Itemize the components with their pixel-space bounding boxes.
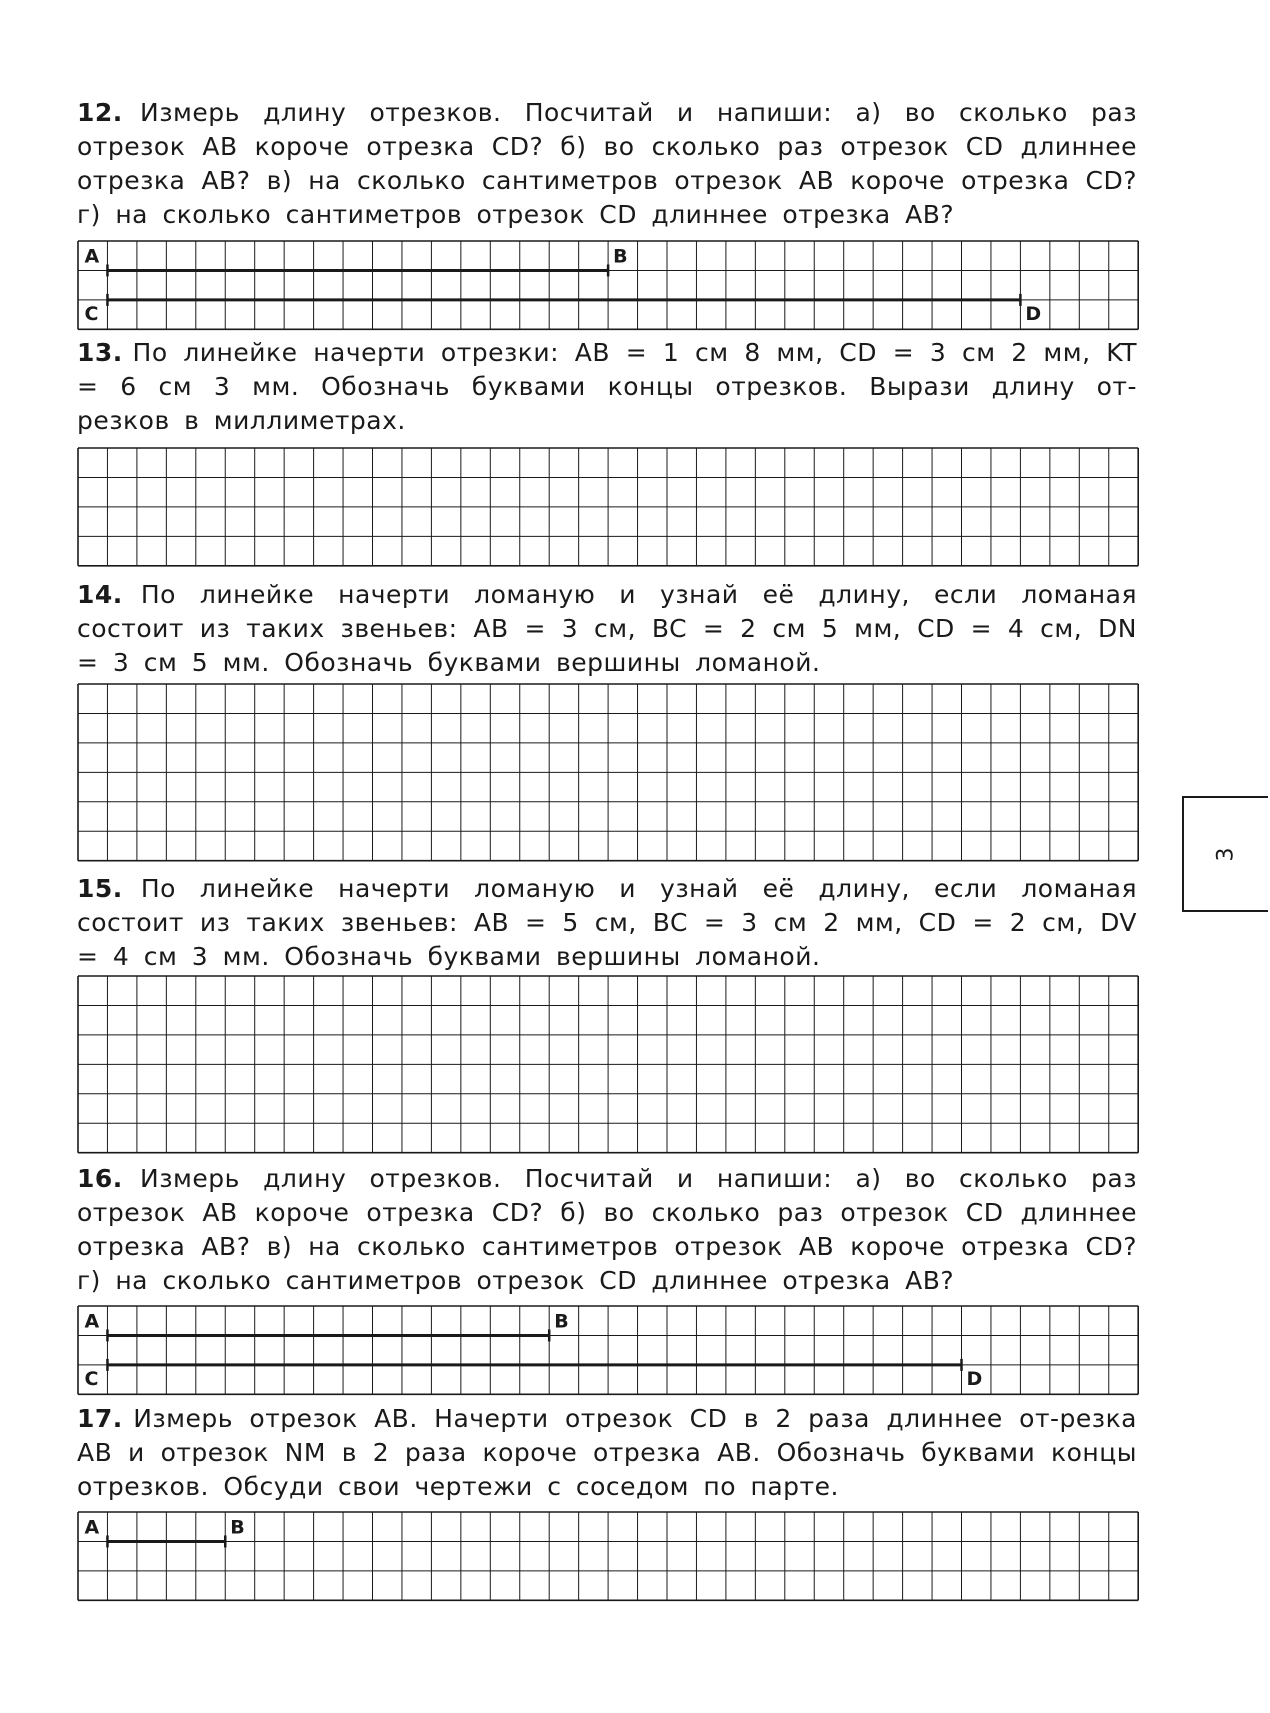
task-17-grid[interactable] [77, 1511, 1140, 1602]
page-number-tab [1182, 796, 1268, 912]
point-label-C: C [84, 302, 99, 325]
task-13-text [77, 336, 1137, 438]
task-number: 13. [77, 338, 123, 367]
task-number: 14. [77, 580, 123, 609]
task-statement: По линейке начерти ломаную и узнай её длину, если ломаная состоит из таких звеньев: AB = 3 см, BC = 2 см 5 мм, CD = 4 см, DN = 3 см 5 мм. Обозначь буквами вершины ломаной. [77, 580, 1137, 677]
task-12-text [77, 96, 1137, 232]
task-statement: По линейке начерти отрезки: AB = 1 см 8 мм, CD = 3 см 2 мм, KT = 6 см 3 мм. Обозначь буквами концы отрезков. Вырази длину от-резков в миллиметрах. [77, 338, 1137, 435]
task-16-grid[interactable] [77, 1305, 1140, 1396]
task-14-text [77, 578, 1137, 680]
task-17-text [77, 1402, 1137, 1504]
task-statement: Измерь отрезок AB. Начерти отрезок CD в 2 раза длиннее от-резка AB и отрезок NM в 2 раза короче отрезка AB. Обозначь буквами концы отрезков. Обсуди свои чертежи с соседом по парте. [77, 1404, 1137, 1501]
point-label-A: A [84, 1310, 100, 1333]
point-label-B: B [613, 245, 628, 268]
page-number: 3 [1213, 847, 1239, 861]
point-label-A: A [84, 1516, 100, 1539]
task-statement: Измерь длину отрезков. Посчитай и напиши: а) во сколько раз отрезок AB короче отрезка CD? б) во сколько раз отрезок CD длиннее отрезка AB? в) на сколько сантиметров отрезок AB короче отрезка CD? г) на сколько сантиметров отрезок CD длиннее отрезка AB? [77, 1164, 1137, 1295]
task-number: 17. [77, 1404, 123, 1433]
task-statement: Измерь длину отрезков. Посчитай и напиши: а) во сколько раз отрезок AB короче отрезка CD? б) во сколько раз отрезок CD длиннее отрезка AB? в) на сколько сантиметров отрезок AB короче отрезка CD? г) на сколько сантиметров отрезок CD длиннее отрезка AB? [77, 98, 1137, 229]
point-label-A: A [84, 245, 100, 268]
point-label-B: B [230, 1516, 245, 1539]
task-number: 15. [77, 874, 123, 903]
point-label-C: C [84, 1367, 99, 1390]
task-number: 12. [77, 98, 123, 127]
task-12-grid[interactable] [77, 240, 1140, 331]
task-15-text [77, 872, 1137, 974]
task-16-text [77, 1162, 1137, 1298]
task-statement: По линейке начерти ломаную и узнай её длину, если ломаная состоит из таких звеньев: AB = 5 см, BC = 3 см 2 мм, CD = 2 см, DV = 4 см 3 мм. Обозначь буквами вершины ломаной. [77, 874, 1137, 971]
task-number: 16. [77, 1164, 123, 1193]
task-15-grid[interactable] [77, 975, 1140, 1154]
point-label-D: D [966, 1367, 983, 1390]
task-13-grid[interactable] [77, 447, 1140, 567]
point-label-D: D [1025, 302, 1042, 325]
point-label-B: B [554, 1310, 569, 1333]
task-14-grid[interactable] [77, 683, 1140, 862]
